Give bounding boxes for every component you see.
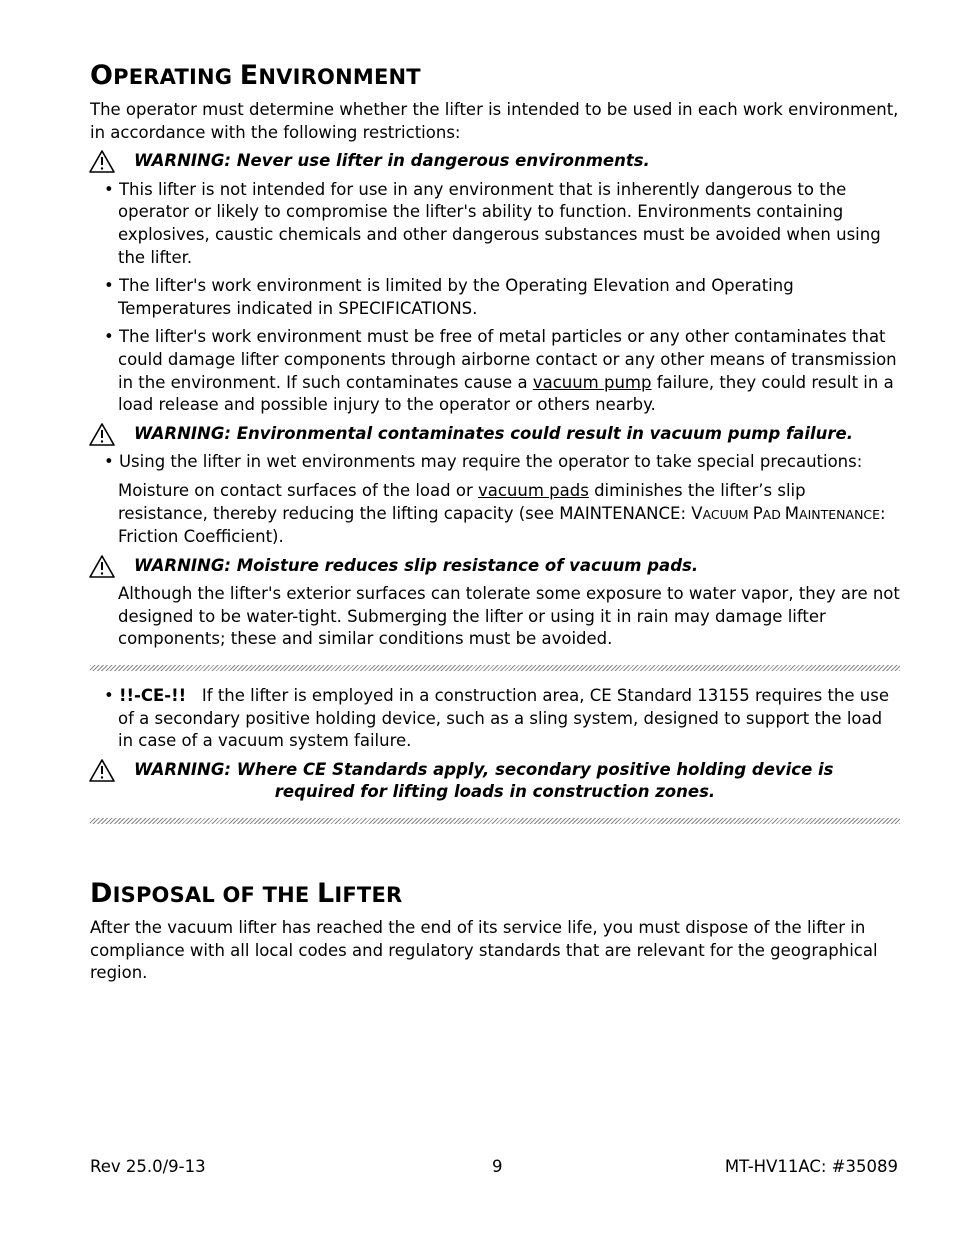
- disposal-paragraph: After the vacuum lifter has reached the end of its service life, you must dispose of the lifter in compliance with all local codes and regulatory standards that are relevant for the geographical region.: [90, 918, 878, 983]
- warning-dangerous-environments: WARNING: Never use lifter in dangerous environments.: [90, 150, 900, 173]
- warning-triangle-icon: [88, 422, 116, 447]
- vacuum-pump-link[interactable]: vacuum pump: [532, 372, 652, 392]
- warning-triangle-icon: [88, 758, 116, 783]
- bullet-dangerous: • This lifter is not intended for use in any environment that is inherently dangerous to the operator or likely to compromise the lifter's ability to function. Environments containing explosives, caustic chemicals and other dangerous substances must be avoided when using the lifter.: [104, 179, 881, 267]
- page-content: [90, 56, 900, 985]
- bullet-contaminates: • The lifter's work environment must be free of metal particles or any other contaminates that could damage lifter components through airborne contact or any other means of transmission in the environment. If such contaminates cause a vacuum pump failure, they could result in a load release and possible injury to the operator or others nearby.: [104, 327, 897, 415]
- warning-contaminates: WARNING: Environmental contaminates could result in vacuum pump failure.: [90, 423, 900, 446]
- warning-moisture: WARNING: Moisture reduces slip resistance of vacuum pads.: [90, 555, 900, 578]
- page-number: 9: [492, 1157, 503, 1176]
- warning-triangle-icon: [88, 149, 116, 174]
- warning-ce: WARNING: Where CE Standards apply, secondary positive holding device is required for lifting loads in construction zones.: [90, 759, 900, 804]
- bullet-elevation: • The lifter's work environment is limited by the Operating Elevation and Operating Temperatures indicated in SPECIFICATIONS.: [104, 276, 794, 318]
- warning-triangle-icon: [88, 554, 116, 579]
- section-title-operating-environment: OPERATING ENVIRONMENT: [90, 60, 421, 91]
- bullet-ce: • !!-CE-!! If the lifter is employed in a construction area, CE Standard 13155 requires the use of a secondary positive holding device, such as a sling system, designed to support the load in case of a vacuum system failure.: [104, 686, 895, 751]
- revision-label: Rev 25.0/9-13: [90, 1157, 206, 1176]
- divider-top: [90, 665, 900, 671]
- section-title-disposal: DISPOSAL OF THE LIFTER: [90, 878, 403, 910]
- exterior-paragraph: Although the lifter's exterior surfaces can tolerate some exposure to water vapor, they are not designed to be water-tight. Submerging the lifter or using it in rain may damage lifter components; these and similar conditions must be avoided.: [118, 584, 900, 649]
- document-id: MT-HV11AC: #35089: [724, 1157, 898, 1176]
- vacuum-pads-link[interactable]: vacuum pads: [477, 480, 589, 500]
- moisture-paragraph: Moisture on contact surfaces of the load or vacuum pads diminishes the lifter’s slip resistance, thereby reducing the lifting capacity (see MAINTENANCE: VACUUM PAD MAINTENANCE: Friction Coefficient).: [118, 480, 886, 547]
- divider-bottom: [90, 818, 900, 824]
- intro-paragraph: The operator must determine whether the lifter is intended to be used in each work environment, in accordance with the following restrictions:: [90, 100, 899, 142]
- bullet-wet: • Using the lifter in wet environments may require the operator to take special precautions:: [104, 452, 863, 472]
